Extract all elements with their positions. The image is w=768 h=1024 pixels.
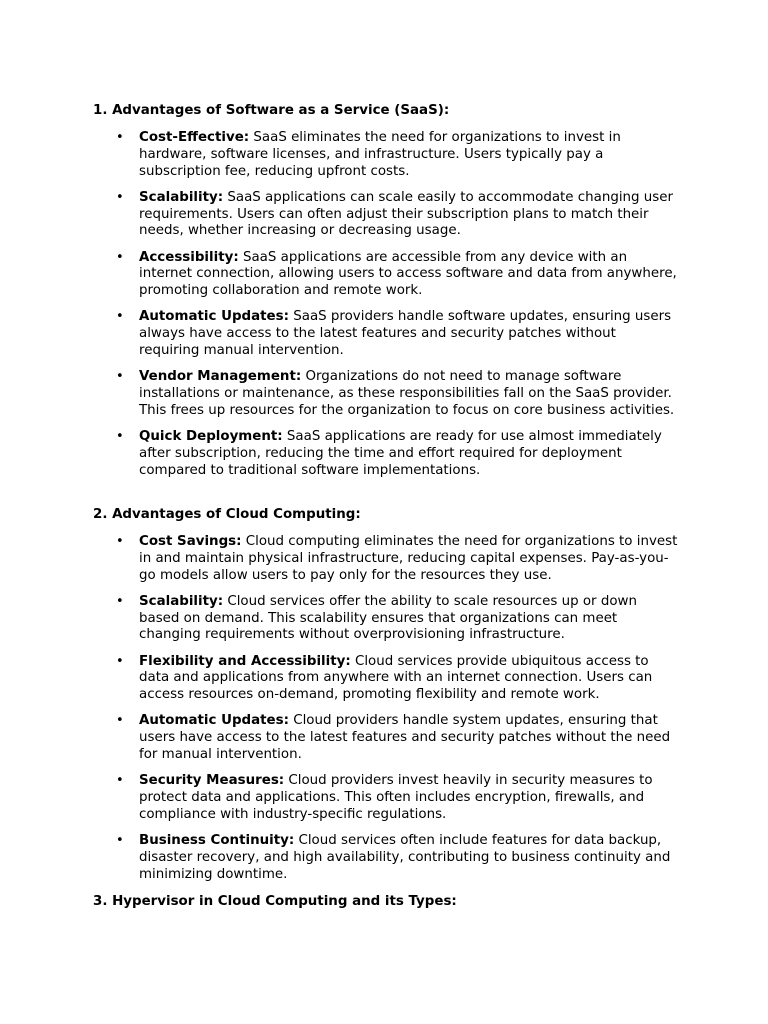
item-text: Organizations do not need to manage software installations or maintenance, as these responsibilities fall on the SaaS provider. This frees up resources for the organization to focus on core business activities. bbox=[139, 369, 675, 418]
saas-advantages-list bbox=[116, 130, 679, 489]
item-title: Automatic Updates: bbox=[139, 713, 289, 729]
section-heading: 3. Hypervisor in Cloud Computing and its Types: bbox=[93, 894, 457, 909]
bullet-icon: • bbox=[116, 130, 124, 145]
section-heading: 1. Advantages of Software as a Service (SaaS): bbox=[93, 103, 450, 118]
bullet-icon: • bbox=[116, 832, 124, 848]
bullet-icon: • bbox=[116, 593, 124, 609]
item-title: Security Measures: bbox=[139, 773, 285, 789]
list-item bbox=[116, 832, 679, 883]
list-item bbox=[116, 249, 679, 300]
bullet-icon: • bbox=[116, 309, 124, 325]
item-text: Cloud services often include features for data backup, disaster recovery, and high availability, contributing to business continuity and minimizing downtime. bbox=[139, 832, 671, 882]
bullet-icon: • bbox=[116, 428, 124, 444]
bullet-icon: • bbox=[116, 653, 124, 669]
item-text: SaaS applications are accessible from any device with an internet connection, allowing users to access software and data from anywhere, promoting collaboration and remote work. bbox=[139, 249, 677, 299]
item-title: Automatic Updates: bbox=[139, 309, 289, 325]
item-text: Cloud providers handle system updates, ensuring that users have access to the latest features and security patches without the need for manual intervention. bbox=[139, 713, 671, 762]
list-item bbox=[116, 773, 679, 823]
item-title: Business Continuity: bbox=[139, 832, 295, 848]
item-title: Cost-Effective: bbox=[139, 130, 250, 145]
bullet-icon: • bbox=[116, 773, 124, 789]
item-text: SaaS eliminates the need for organizations to invest in hardware, software licenses, and infrastructure. Users typically pay a subscription fee, reducing upfront costs. bbox=[139, 130, 621, 179]
list-item bbox=[116, 713, 679, 763]
item-title: Vendor Management: bbox=[139, 369, 302, 385]
bullet-icon: • bbox=[116, 369, 124, 385]
bullet-icon: • bbox=[116, 713, 124, 729]
bullet-icon: • bbox=[116, 249, 124, 265]
item-title: Scalability: bbox=[139, 189, 224, 205]
list-item bbox=[116, 653, 679, 704]
item-text: Cloud services offer the ability to scale resources up or down based on demand. This scalability ensures that organizations can meet changing requirements without overprovisioning infrastructure. bbox=[139, 593, 637, 643]
item-text: SaaS providers handle software updates, ensuring users always have access to the latest features and security patches without requiring manual intervention. bbox=[139, 309, 672, 358]
item-title: Quick Deployment: bbox=[139, 428, 283, 444]
list-item bbox=[116, 130, 679, 180]
item-text: Cloud providers invest heavily in security measures to protect data and applications. This often includes encryption, firewalls, and compliance with industry-specific regulations. bbox=[139, 773, 653, 822]
cloud-advantages-list bbox=[116, 534, 679, 893]
item-title: Flexibility and Accessibility: bbox=[139, 653, 351, 669]
item-text: SaaS applications can scale easily to accommodate changing user requirements. Users can often adjust their subscription plans to match their needs, whether increasing or decreasing usage. bbox=[139, 189, 674, 239]
list-item bbox=[116, 593, 679, 644]
item-title: Cost Savings: bbox=[139, 534, 242, 549]
list-item bbox=[116, 309, 679, 359]
item-title: Scalability: bbox=[139, 593, 224, 609]
section-heading: 2. Advantages of Cloud Computing: bbox=[93, 507, 361, 522]
list-item bbox=[116, 428, 679, 479]
bullet-icon: • bbox=[116, 189, 124, 205]
item-text: SaaS applications are ready for use almost immediately after subscription, reducing the time and effort required for deployment compared to traditional software implementations. bbox=[139, 428, 662, 478]
item-title: Accessibility: bbox=[139, 249, 239, 265]
item-text: Cloud services provide ubiquitous access to data and applications from anywhere with an internet connection. Users can access resources on-demand, promoting flexibility and remote work. bbox=[139, 653, 653, 703]
list-item bbox=[116, 534, 679, 584]
item-text: Cloud computing eliminates the need for organizations to invest in and maintain physical infrastructure, reducing capital expenses. Pay-as-you-go models allow users to pay only for the resources they use. bbox=[139, 534, 678, 583]
bullet-icon: • bbox=[116, 534, 124, 549]
list-item bbox=[116, 189, 679, 240]
list-item bbox=[116, 369, 679, 419]
